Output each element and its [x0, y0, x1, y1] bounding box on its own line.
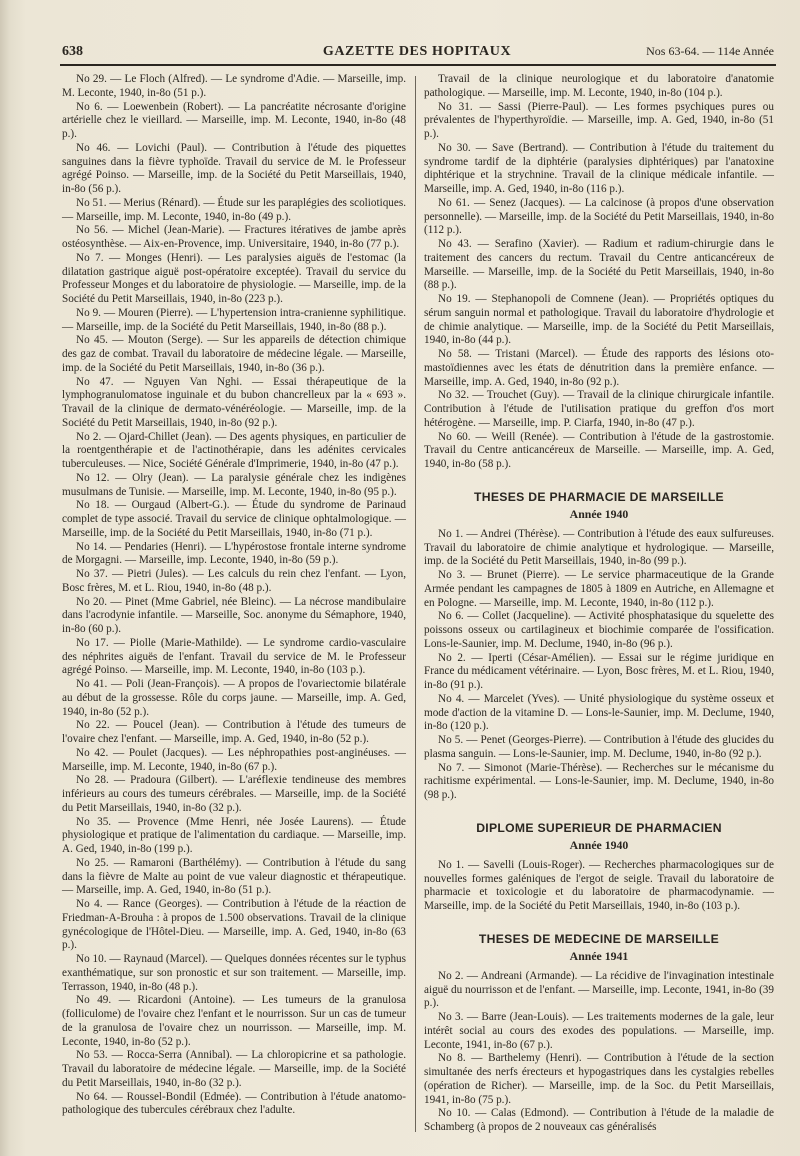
section-year-diplome: Année 1940 — [569, 837, 629, 852]
thesis-entry: No 22. — Poucel (Jean). — Contribution à l'étude des tumeurs de l'ovaire chez l'enfant. — Marseille, imp. A. Ged, 1940, in-8o (52 p.). — [62, 719, 406, 745]
thesis-entry: No 51. — Merius (Rénard). — Étude sur les paraplégies des scoliotiques. — Marseille, imp. M. Leconte, 1940, in-8o (49 p.). — [62, 196, 406, 223]
thesis-list-medecine — [424, 970, 774, 1135]
thesis-entry: No 32. — Trouchet (Guy). — Travail de la clinique chirurgicale infantile. Contribution à l'étude de l'utilisation pratique du greffon d'os mort hétérogène. — Marseille, imp. P. Ciarfa, 1940, in-8o (47 p.). — [424, 389, 774, 429]
thesis-entry: No 14. — Pendaries (Henri). — L'hypérostose frontale interne syndrome de Morgagni. — Marseille, imp. Leconte, 1940, in-8o (59 p.). — [62, 540, 406, 567]
thesis-entry: No 6. — Loewenbein (Robert). — La pancréatite nécrosante d'origine artérielle chez le vieillard. — Marseille, imp. M. Leconte, 1940, in-8o (48 p.). — [62, 100, 406, 140]
thesis-entry: No 2. — Andreani (Armande). — La récidive de l'invagination intestinale aiguë du nourrisson et de l'enfant. — Marseille, imp. Leconte, 1941, in-8o (39 p.). — [424, 969, 774, 1010]
thesis-entry: No 4. — Marcelet (Yves). — Unité physiologique du système osseux et mode d'action de la vitamine D. — Lons-le-Saunier, imp. M. Declume, 1940, in-8o (120 p.). — [424, 692, 774, 733]
thesis-entry: No 1. — Andrei (Thérèse). — Contribution à l'étude des eaux sulfureuses. Travail du laboratoire de chimie analytique et hydrologique. — Marseille, imp. de la Société du Petit Marseillais, 1940, in-8o (99 p.). — [424, 527, 774, 568]
right-column — [424, 73, 774, 1135]
thesis-entry: No 60. — Weill (Renée). — Contribution à l'étude de la gastrostomie. Travail du Centre anticancéreux de Marseille. — Marseille, imp. A. Ged, 1940, in-8o (58 p.). — [424, 430, 774, 470]
thesis-entry: No 30. — Save (Bertrand). — Contribution à l'étude du traitement du syndrome tardif de la diphtérie (paralysies diphtériques) par l'anatoxine diphtérique et la strychnine. Travail de la clinique médicale infantile. — Marseille, imp. A. Ged, 1940, in-8o (116 p.). — [424, 141, 774, 195]
section-heading-medecine: THESES DE MEDECINE DE MARSEILLE — [478, 931, 720, 946]
thesis-entry: No 35. — Provence (Mme Henri, née Josée Laurens). — Étude physiologique et pratique de l'alimentation du cardiaque. — Marseille, imp. A. Ged, 1940, in-8o (199 p.). — [62, 815, 406, 855]
thesis-entry: No 12. — Olry (Jean). — La paralysie générale chez les indigènes musulmans de Tunisie. — Marseille, imp. M. Leconte, 1940, in-8o (95 p.). — [62, 471, 406, 498]
thesis-entry: No 29. — Le Floch (Alfred). — Le syndrome d'Adie. — Marseille, imp. M. Leconte, 1940, in-8o (51 p.). — [62, 73, 406, 99]
thesis-entry: No 31. — Sassi (Pierre-Paul). — Les formes psychiques pures ou prévalentes de l'hyperthyroïdie. — Marseille, imp. A. Ged, 1940, in-8o (51 p.). — [424, 100, 774, 140]
page-header — [62, 44, 774, 62]
section-year-medecine: Année 1941 — [569, 948, 629, 963]
thesis-entry: No 42. — Poulet (Jacques). — Les néphropathies post-anginéuses. — Marseille, imp. M. Leconte, 1940, in-8o (67 p.). — [62, 746, 406, 773]
thesis-entry: No 56. — Michel (Jean-Marie). — Fractures itératives de jambe après ostéosynthèse. — Aix-en-Provence, imp. Universitaire, 1940, in-8o (77 p.). — [62, 224, 406, 250]
thesis-entry: No 58. — Tristani (Marcel). — Étude des rapports des lésions oto-mastoïdiennes avec les états de dénutrition dans la première enfance. — Marseille, imp. A. Ged, 1940, in-8o (92 p.). — [424, 348, 774, 388]
thesis-entry: No 7. — Monges (Henri). — Les paralysies aiguës de l'estomac (la dilatation gastrique aiguë post-opératoire exceptée). Travail du service du Professeur Monges et du laboratoire de physiologie. — Marseille, imp. de la Société du Petit Marseillais, 1940, in-8o (223 p.). — [62, 251, 406, 305]
thesis-entry: No 45. — Mouton (Serge). — Sur les appareils de détection chimique des gaz de combat. Travail du laboratoire de médecine légale. — Marseille, imp. de la Société du Petit Marseillais, 1940, in-8o (36 p.). — [62, 334, 406, 374]
thesis-entry: No 28. — Pradoura (Gilbert). — L'aréflexie tendineuse des membres inférieurs au cours des tumeurs cérébrales. — Marseille, imp. de la Société du Petit Marseillais, 1940, in-8o (32 p.). — [62, 774, 406, 814]
thesis-entry: No 7. — Simonot (Marie-Thérèse). — Recherches sur le mécanisme du rachitisme expérimental. — Lons-le-Saunier, imp. M. Declume, 1940, in-8o (98 p.). — [424, 761, 774, 801]
journal-title: GAZETTE DES HOPITAUX — [322, 44, 512, 59]
header-rule — [60, 64, 776, 66]
thesis-entry: No 3. — Brunet (Pierre). — Le service pharmaceutique de la Grande Armée pendant les campagnes de 1805 à 1809 en Autriche, en Allemagne et en Pologne. — Marseille, imp. M. Leconte, 1940, in-8o (112 p.). — [424, 569, 774, 609]
thesis-entry: No 2. — Ojard-Chillet (Jean). — Des agents physiques, en particulier de la roentgenthérapie et de l'actinothérapie, dans les adénites cervicales tuberculeuses. — Nice, Société Générale d'Imprimerie, 1940, in-8o (47 p.). — [62, 430, 406, 470]
thesis-entry: No 49. — Ricardoni (Antoine). — Les tumeurs de la granulosa (folliculome) de l'ovaire chez l'enfant et le nourrisson. Sur un cas de tumeur de la granulosa de l'ovaire chez un nourrisson. — Marseille, imp. M. Leconte, 1940, in-8o (52 p.). — [62, 994, 406, 1048]
thesis-entry: No 9. — Mouren (Pierre). — L'hypertension intra-cranienne syphilitique. — Marseille, imp. de la Société du Petit Marseillais, 1940, in-8o (88 p.). — [62, 306, 406, 333]
thesis-entry: No 53. — Rocca-Serra (Annibal). — La chloropicrine et sa pathologie. Travail du laboratoire de médecine légale. — Marseille, imp. de la Société du Petit Marseillais, 1940, in-8o (32 p.). — [62, 1049, 406, 1089]
thesis-entry: No 37. — Pietri (Jules). — Les calculs du rein chez l'enfant. — Lyon, Bosc frères, M. et L. Riou, 1940, in-8o (48 p.). — [62, 568, 406, 594]
thesis-entry: No 18. — Ourgaud (Albert-G.). — Étude du syndrome de Parinaud complet de type associé. Travail du service de clinique ophtalmologique. — Marseille, imp. de la Société du Petit Marseillais, 1940, in-8o (71 p.). — [62, 499, 406, 539]
thesis-list-continued — [424, 73, 774, 472]
thesis-entry: No 5. — Penet (Georges-Pierre). — Contribution à l'étude des glucides du plasma sanguin. — Lons-le-Saunier, imp. M. Declume, 1940, in-8o (92 p.). — [424, 734, 774, 760]
thesis-entry: No 20. — Pinet (Mme Gabriel, née Bleinc). — La nécrose mandibulaire dans l'acrodynie infantile. — Marseille, Soc. anonyme du Sémaphore, 1940, in-8o (60 p.). — [62, 595, 406, 635]
thesis-entry: No 47. — Nguyen Van Nghi. — Essai thérapeutique de la lymphogranulomatose inguinale et du bubon chancrelleux par la « 693 ». Travail de la clinique de dermato-vénéréologie. — Marseille, imp. de la Société du Petit Marseillais, 1940, in-8o (92 p.). — [62, 375, 406, 429]
thesis-entry: No 41. — Poli (Jean-François). — A propos de l'ovariectomie bilatérale au début de la grossesse. Rôle du corps jaune. — Marseille, imp. A. Ged, 1940, in-8o (52 p.). — [62, 678, 406, 718]
thesis-entry: No 64. — Roussel-Bondil (Edmée). — Contribution à l'étude anatomo-pathologique des tubercules cérébraux chez l'adulte. — [62, 1090, 406, 1117]
thesis-list-pharmacie — [424, 528, 774, 803]
thesis-list-diplome — [424, 859, 774, 914]
section-heading-pharmacie: THESES DE PHARMACIE DE MARSEILLE — [474, 489, 724, 504]
thesis-entry: No 1. — Savelli (Louis-Roger). — Recherches pharmacologiques sur de nouvelles formes galéniques de l'ergot de seigle. Travail du laboratoire de pharmacie et toxicologie et du laboratoire de pharmacodynamie. — Marseille, imp. de la Société du Petit Marseillais, 1940, in-8o (103 p.). — [424, 858, 774, 912]
thesis-entry: No 8. — Barthelemy (Henri). — Contribution à l'étude de la section simultanée des nerfs érecteurs et hypogastriques dans les cystalgies rebelles (opération de Richer). — Marseille, imp. de la Soc. du Petit Marseillais, 1941, in-8o (75 p.). — [424, 1052, 774, 1106]
thesis-entry: No 10. — Calas (Edmond). — Contribution à l'étude de la maladie de Schamberg (à propos de 2 nouveaux cas généralisés — [424, 1107, 774, 1133]
left-column — [62, 73, 406, 1118]
thesis-entry: No 43. — Serafino (Xavier). — Radium et radium-chirurgie dans le traitement des cancers du rectum. Travail du Centre anticancéreux de Marseille. — Marseille, imp. de la Société du Petit Marseillais, 1940, in-8o (88 p.). — [424, 238, 774, 292]
section-heading-diplome: DIPLOME SUPERIEUR DE PHARMACIEN — [476, 820, 722, 835]
thesis-entry: No 17. — Piolle (Marie-Mathilde). — Le syndrome cardio-vasculaire des néphrites aiguës de l'enfant. Travail du service de M. le Professeur agrégé Poinso. — Marseille, imp. M. Leconte, 1940, in-8o (103 p.). — [62, 636, 406, 677]
column-divider — [415, 76, 416, 1132]
page-number: 638 — [62, 44, 83, 59]
thesis-entry: No 61. — Senez (Jacques). — La calcinose (à propos d'une observation personnelle). — Marseille, imp. de la Société du Petit Marseillais, 1940, in-8o (112 p.). — [424, 196, 774, 237]
thesis-entry: No 46. — Lovichi (Paul). — Contribution à l'étude des piquettes sanguines dans la fièvre typhoïde. Travail du service de M. le Professeur agrégé Poinso. — Marseille, imp. de la Société du Petit Marseillais, 1940, in-8o (56 p.). — [62, 141, 406, 195]
thesis-entry: Travail de la clinique neurologique et du laboratoire d'anatomie pathologique. — Marseille, imp. M. Leconte, 1940, in-8o (104 p.). — [424, 73, 774, 99]
thesis-entry: No 6. — Collet (Jacqueline). — Activité phosphatasique du squelette des poissons osseux ou cartilagineux et biochimie comparée de l'ossification. Lons-le-Saunier, imp. M. Declume, 1940, in-8o (96 p.). — [424, 610, 774, 650]
section-year-pharmacie: Année 1940 — [569, 506, 629, 521]
thesis-entry: No 19. — Stephanopoli de Comnene (Jean). — Propriétés optiques du sérum sanguin normal et pathologique. Travail du laboratoire d'hydrologie et de chimie analytique. — Marseille, imp. de la Société du Petit Marseillais, 1940, in-8o (44 p.). — [424, 293, 774, 347]
thesis-entry: No 3. — Barre (Jean-Louis). — Les traitements modernes de la gale, leur intérêt social au cours des exodes des populations. — Marseille, imp. Leconte, 1941, in-8o (67 p.). — [424, 1011, 774, 1051]
thesis-entry: No 25. — Ramaroni (Barthélémy). — Contribution à l'étude du sang dans la fièvre de Malte au point de vue valeur diagnostic et thérapeutique. — Marseille, imp. A. Ged, 1940, in-8o (51 p.). — [62, 856, 406, 897]
thesis-entry: No 10. — Raynaud (Marcel). — Quelques données récentes sur le typhus exanthématique, sur son pronostic et sur son traitement. — Marseille, imp. Terrasson, 1940, in-8o (48 p.). — [62, 953, 406, 993]
issue-label: Nos 63-64. — 114e Année — [646, 44, 774, 58]
thesis-entry: No 4. — Rance (Georges). — Contribution à l'étude de la réaction de Friedman-A-Brouha : à propos de 1.500 observations. Travail de la clinique gynécologique de l'Hôtel-Dieu. — Marseille, imp. A. Ged, 1940, in-8o (63 p.). — [62, 898, 406, 952]
thesis-entry: No 2. — Iperti (César-Amélien). — Essai sur le régime juridique en France du médicament vétérinaire. — Lyon, Bosc frères, M. et L. Riou, 1940, in-8o (91 p.). — [424, 651, 774, 691]
